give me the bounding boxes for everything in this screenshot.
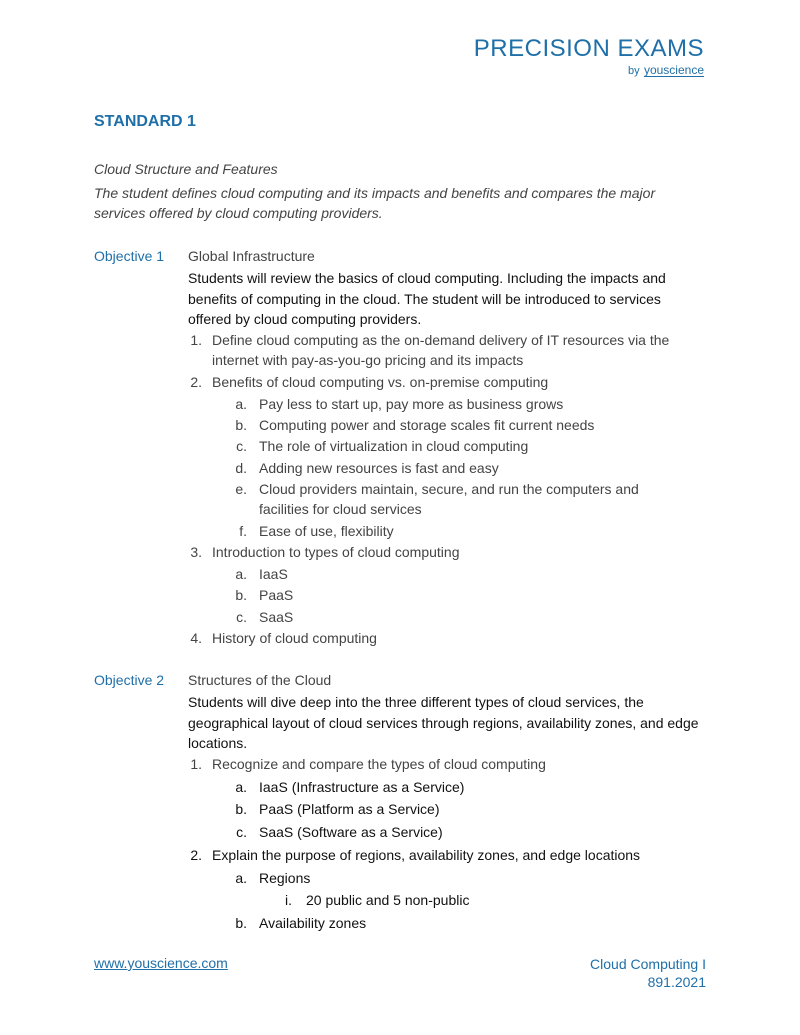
list-text: Benefits of cloud computing vs. on-premise computing: [212, 374, 549, 390]
list-text: Adding new resources is fast and easy: [259, 460, 499, 476]
list-text: Define cloud computing as the on-demand delivery of IT resources via the internet with pay-as-you-go pricing and its impacts: [212, 332, 670, 368]
standard-title: Cloud Structure and Features: [94, 161, 278, 177]
list-text: 20 public and 5 non-public: [306, 892, 470, 908]
list-letter: d.: [235, 460, 247, 476]
objective-1-description: Students will review the basics of cloud computing. Including the impacts and benefits of computing in the cloud. The student will be introduced to services offered by cloud computing providers.: [188, 270, 666, 327]
logo-brand: youscience: [643, 63, 704, 77]
list-text: PaaS: [259, 587, 294, 603]
list-text: Introduction to types of cloud computing: [212, 544, 460, 560]
list-text: SaaS (Software as a Service): [259, 824, 443, 840]
list-number: 1.: [190, 756, 202, 772]
logo-by: by: [627, 65, 640, 77]
list-text: SaaS: [259, 609, 294, 625]
list-text: Explain the purpose of regions, availability zones, and edge locations: [212, 847, 641, 863]
list-number: 2.: [190, 374, 202, 390]
list-number: 2.: [190, 847, 202, 863]
list-letter: b.: [235, 915, 247, 931]
precision-exams-logo: [474, 36, 704, 78]
list-text: IaaS (Infrastructure as a Service): [259, 779, 465, 795]
list-text: Ease of use, flexibility: [259, 523, 394, 539]
logo-byline: [474, 63, 704, 78]
list-text: Computing power and storage scales fit current needs: [259, 417, 595, 433]
list-text: Recognize and compare the types of cloud computing: [212, 756, 546, 772]
list-letter: a.: [235, 396, 247, 412]
objective-2-label: Objective 2: [94, 672, 165, 688]
list-text: The role of virtualization in cloud computing: [259, 438, 529, 454]
logo-wordmark: PRECISION EXAMS: [473, 35, 704, 62]
list-letter: f.: [239, 523, 247, 539]
course-code: 891.2021: [647, 974, 706, 990]
list-letter: a.: [235, 566, 247, 582]
list-number: 4.: [190, 630, 202, 646]
list-text: Cloud providers maintain, secure, and run the computers and facilities for cloud services: [259, 481, 639, 517]
list-text: History of cloud computing: [212, 630, 377, 646]
list-text: IaaS: [259, 566, 288, 582]
list-text: Regions: [259, 870, 311, 886]
list-text: Pay less to start up, pay more as business grows: [259, 396, 564, 412]
list-letter: a.: [235, 870, 247, 886]
list-letter: b.: [235, 417, 247, 433]
list-letter: e.: [235, 481, 247, 497]
list-roman: i.: [285, 892, 292, 908]
list-number: 3.: [190, 544, 202, 560]
standard-heading: STANDARD 1: [94, 113, 196, 130]
list-text: PaaS (Platform as a Service): [259, 801, 440, 817]
list-text: Availability zones: [259, 915, 367, 931]
objective-1-label: Objective 1: [94, 248, 165, 264]
objective-1-title: Global Infrastructure: [188, 248, 315, 264]
standard-description: The student defines cloud computing and its impacts and benefits and compares the major services offered by cloud computing providers.: [94, 185, 656, 221]
list-letter: b.: [235, 587, 247, 603]
list-letter: a.: [235, 779, 247, 795]
list-letter: c.: [236, 609, 247, 625]
objective-2-title: Structures of the Cloud: [188, 672, 332, 688]
footer-course-info: [590, 955, 706, 991]
list-number: 1.: [190, 332, 202, 348]
course-name: Cloud Computing I: [590, 956, 706, 972]
list-letter: c.: [236, 824, 247, 840]
objective-2-description: Students will dive deep into the three different types of cloud services, the geographical layout of cloud services through regions, availability zones, and edge locations.: [188, 694, 699, 751]
list-letter: c.: [236, 438, 247, 454]
youscience-website-link[interactable]: www.youscience.com: [94, 955, 228, 971]
list-letter: b.: [235, 801, 247, 817]
